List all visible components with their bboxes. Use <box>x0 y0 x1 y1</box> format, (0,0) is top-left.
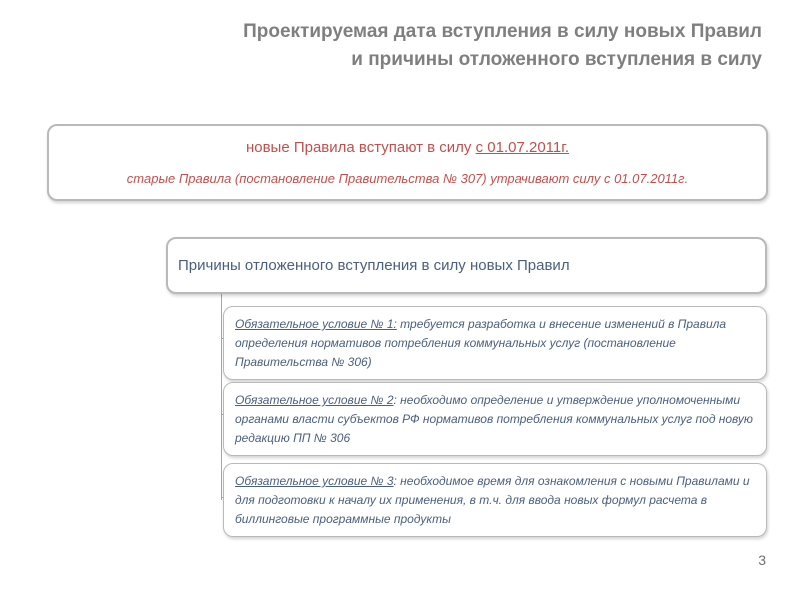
condition-text <box>235 391 760 448</box>
effective-date: с 01.07.2011г. <box>475 139 570 156</box>
condition-label: Обязательное условие № 3 <box>235 474 394 488</box>
slide-title <box>142 18 762 74</box>
slide-title-line-2: и причины отложенного вступления в силу <box>351 49 762 70</box>
page-number: 3 <box>758 552 766 568</box>
condition-box-1 <box>223 306 767 380</box>
connector-line <box>221 265 222 500</box>
condition-description: : необходимое время для ознакомления с новыми Правилами и для подготовки к началу их применения, в т.ч. для ввода новых формул расчета в биллинговые программные продукты <box>235 474 750 526</box>
condition-box-3 <box>223 463 767 537</box>
condition-description: : необходимо определение и утверждение уполномоченными органами власти субъектов РФ нормативов потребления коммунальных услуг под новую редакцию ПП № 306 <box>235 393 753 445</box>
condition-text <box>235 472 760 529</box>
effective-date-box <box>47 124 768 201</box>
condition-label: Обязательное условие № 1: <box>235 317 397 331</box>
new-rules-effective-text: новые Правила вступают в силу <box>245 139 476 156</box>
condition-label: Обязательное условие № 2 <box>235 393 394 407</box>
condition-description: требуется разработка и внесение изменений в Правила определения нормативов потребления коммунальных услуг (постановление Правительства № 306) <box>235 317 727 369</box>
condition-text <box>235 315 760 372</box>
slide-title-line-1: Проектируемая дата вступления в силу новых Правил <box>243 21 762 42</box>
reasons-box <box>166 237 767 294</box>
old-rules-expiry-line: старые Правила (постановление Правительства № 307) утрачивают силу с 01.07.2011г. <box>126 171 689 186</box>
new-rules-effective-line <box>49 138 766 158</box>
condition-box-2 <box>223 382 767 456</box>
reasons-heading: Причины отложенного вступления в силу новых Правил <box>178 257 570 274</box>
